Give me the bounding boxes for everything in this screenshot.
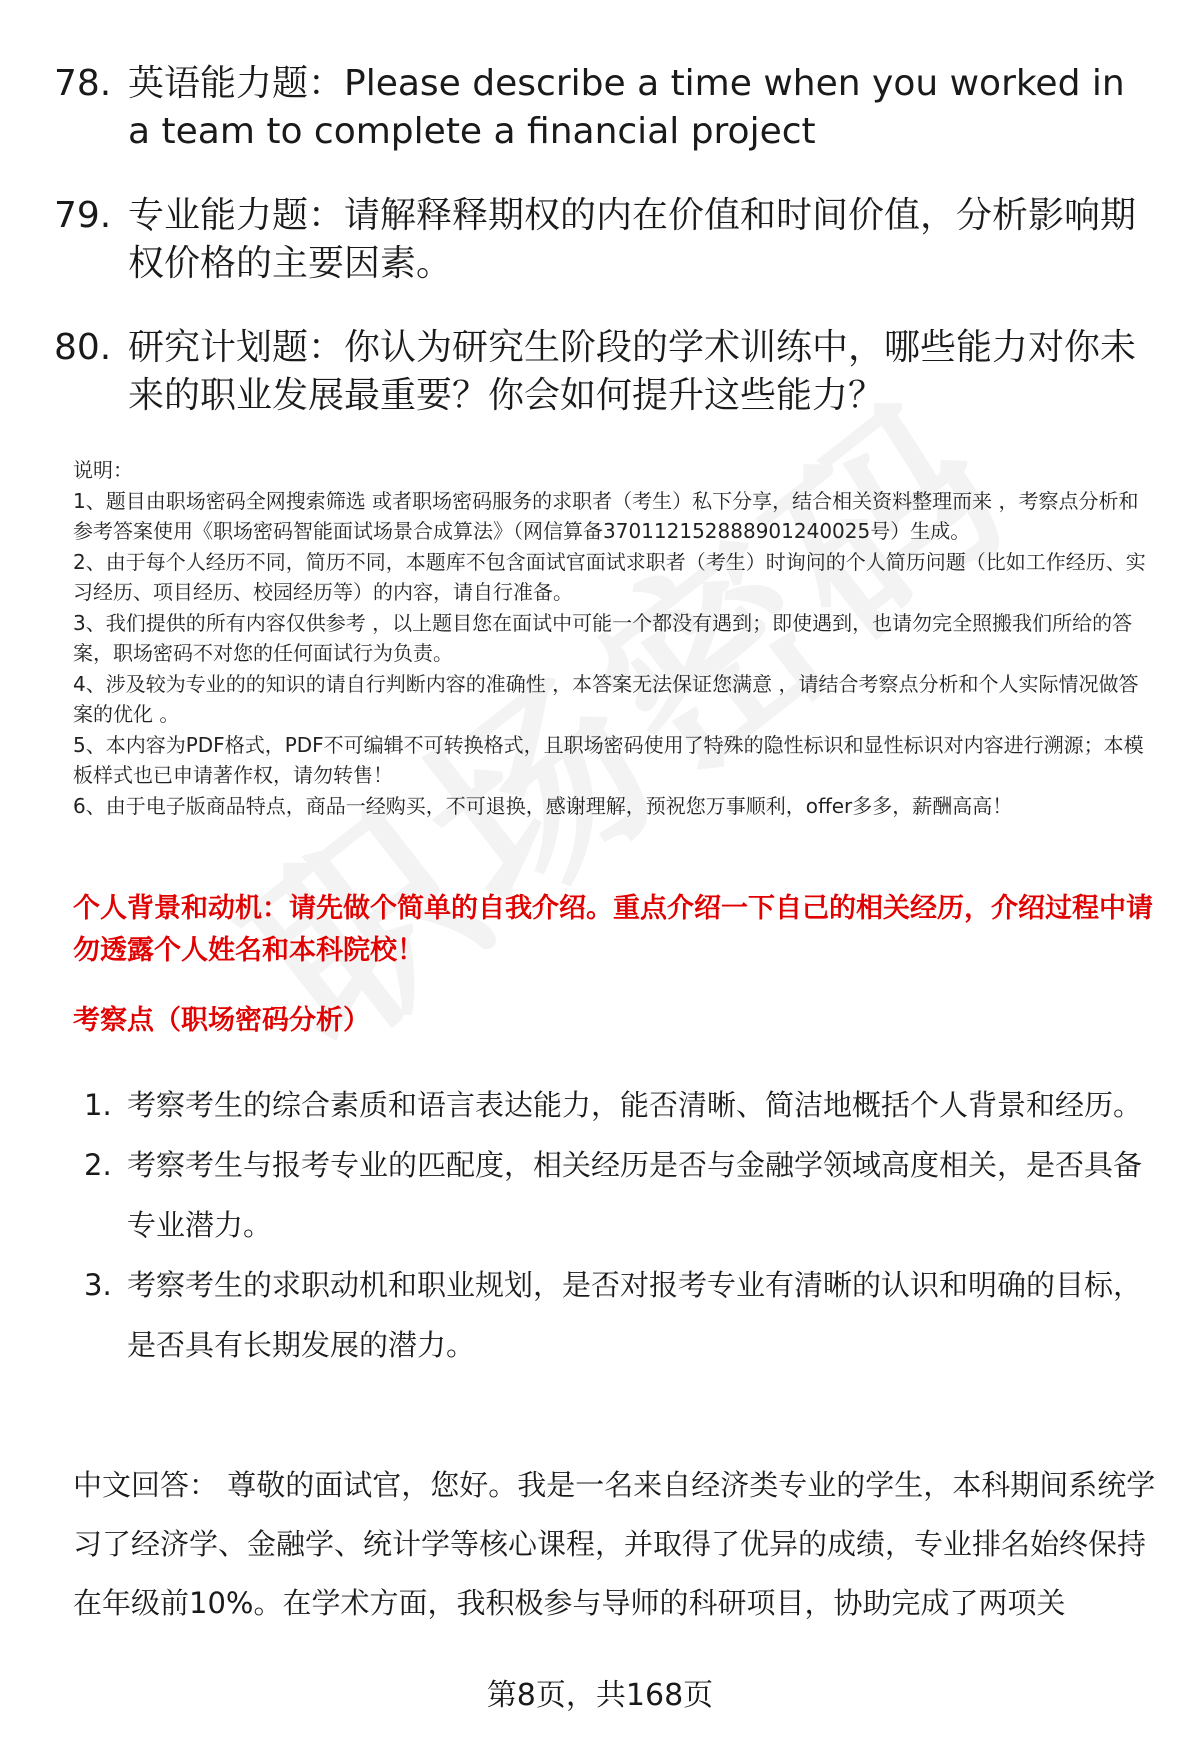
analysis-points: [84, 1075, 1154, 1375]
question-text: 英语能力题：Please describe a time when you worked in a team to complete a financial project: [128, 63, 1125, 152]
point-number: 2.: [84, 1148, 112, 1182]
point-text: 考察考生的求职动机和职业规划，是否对报考专业有清晰的认识和明确的目标，是否具有长期发展的潜力。: [127, 1268, 1143, 1362]
list-item: [84, 1135, 1154, 1255]
analysis-heading: 考察点（职场密码分析）: [73, 1005, 370, 1036]
question-78: [54, 60, 1154, 156]
point-number: 3.: [84, 1268, 112, 1302]
page-number: 第8页，共168页: [486, 1678, 714, 1713]
point-text: 考察考生与报考专业的匹配度，相关经历是否与金融学领域高度相关，是否具备专业潜力。: [127, 1148, 1143, 1242]
question-number: 80.: [54, 327, 112, 368]
chinese-answer: 中文回答： 尊敬的面试官，您好。我是一名来自经济类专业的学生，本科期间系统学习了经济学、金融学、统计学等核心课程，并取得了优异的成绩，专业排名始终保持在年级前10%。在学术方面，我积极参与导师的科研项目，协助完成了两项关: [73, 1468, 1156, 1620]
question-number: 79.: [54, 195, 112, 236]
note-item: 4、涉及较为专业的的知识的请自行判断内容的准确性 ，本答案无法保证您满意 ，请结合考察点分析和个人实际情况做答案的优化 。: [73, 671, 1139, 726]
question-79: [54, 192, 1154, 288]
notes-block: [73, 455, 1158, 821]
question-number: 78.: [54, 63, 112, 104]
notes-title: 说明：: [73, 458, 133, 482]
note-item: 5、本内容为PDF格式，PDF不可编辑不可转换格式，且职场密码使用了特殊的隐性标识和显性标识对内容进行溯源；本模板样式也已申请著作权，请勿转售！: [73, 732, 1144, 787]
point-text: 考察考生的综合素质和语言表达能力，能否清晰、简洁地概括个人背景和经历。: [127, 1088, 1143, 1122]
section-heading: 个人背景和动机：请先做个简单的自我介绍。重点介绍一下自己的相关经历，介绍过程中请勿透露个人姓名和本科院校！: [73, 893, 1153, 966]
note-item: 6、由于电子版商品特点，商品一经购买，不可退换，感谢理解，预祝您万事顺利，offer多多，薪酬高高！: [73, 793, 1013, 818]
list-item: [84, 1075, 1154, 1135]
list-item: [84, 1255, 1154, 1375]
question-text: 研究计划题：你认为研究生阶段的学术训练中，哪些能力对你未来的职业发展最重要？你会如何提升这些能力？: [128, 327, 1137, 416]
note-item: 1、题目由职场密码全网搜索筛选 或者职场密码服务的求职者（考生）私下分享，结合相关资料整理而来 ，考察点分析和参考答案使用《职场密码智能面试场景合成算法》（网信算备370112152888901240025号）生成。: [73, 488, 1139, 543]
note-item: 2、由于每个人经历不同，简历不同，本题库不包含面试官面试求职者（考生）时询问的个人简历问题（比如工作经历、实习经历、项目经历、校园经历等）的内容，请自行准备。: [73, 549, 1146, 604]
question-80: [54, 324, 1154, 420]
note-item: 3、我们提供的所有内容仅供参考 ，以上题目您在面试中可能一个都没有遇到；即使遇到，也请勿完全照搬我们所给的答案，职场密码不对您的任何面试行为负责。: [73, 610, 1133, 665]
question-text: 专业能力题：请解释释期权的内在价值和时间价值，分析影响期权价格的主要因素。: [128, 195, 1137, 284]
point-number: 1.: [84, 1088, 112, 1122]
